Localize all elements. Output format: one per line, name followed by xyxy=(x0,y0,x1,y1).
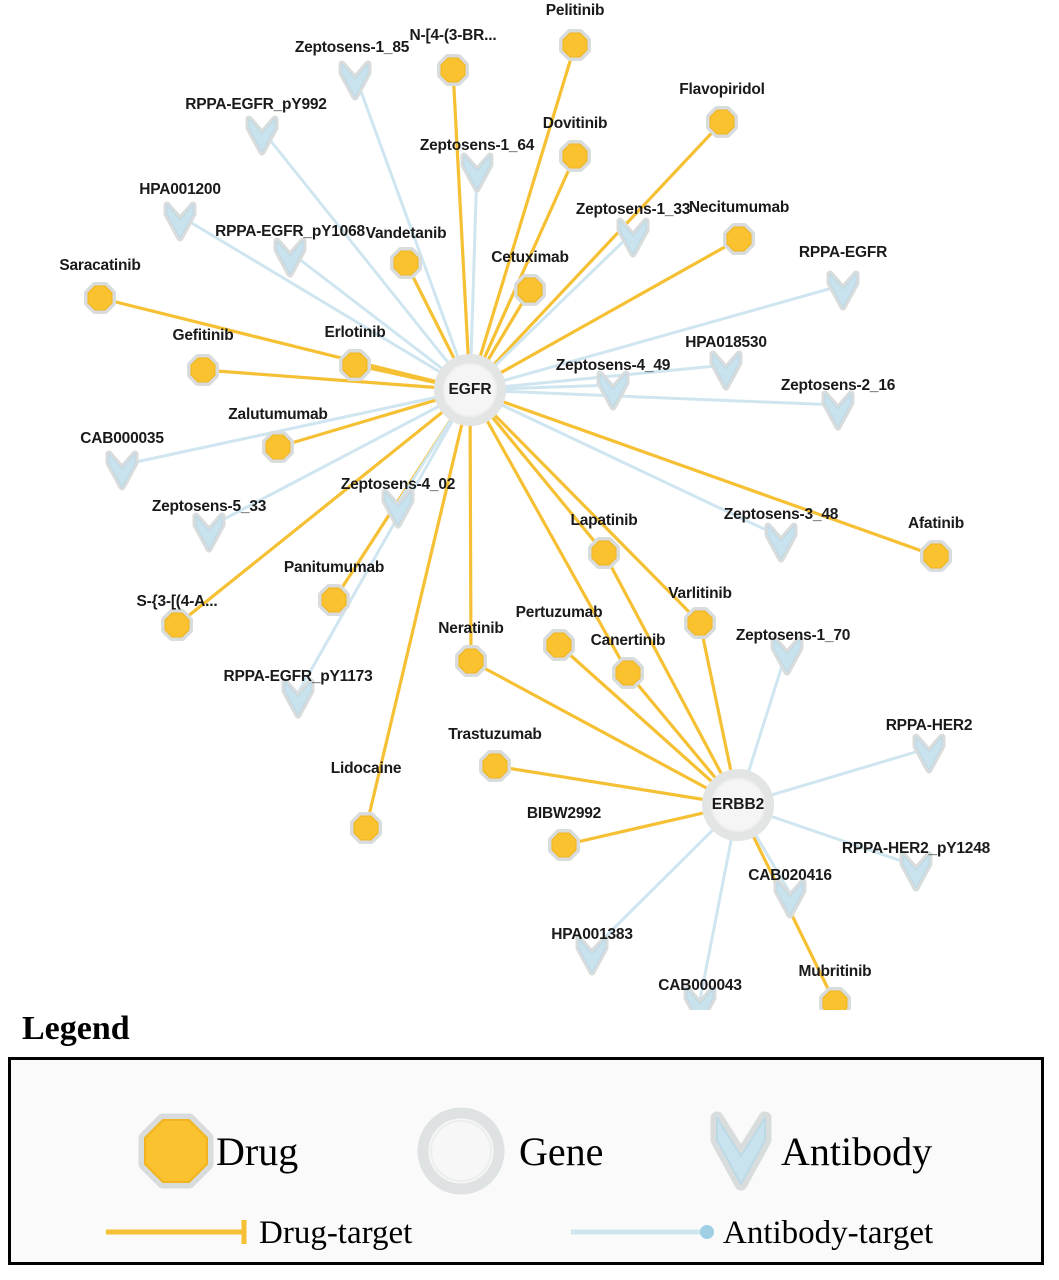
drug-node[interactable] xyxy=(483,754,507,778)
legend-title: Legend xyxy=(22,1010,130,1047)
drug-label: Flavopiridol xyxy=(679,81,765,98)
drug-node[interactable] xyxy=(266,435,290,459)
antibody-label: Zeptosens-5_33 xyxy=(151,498,267,515)
drug-node[interactable] xyxy=(563,33,587,57)
antibody-node[interactable] xyxy=(464,156,490,189)
drug-node[interactable] xyxy=(688,611,712,635)
drug-label: BIBW2992 xyxy=(526,805,602,822)
drug-node[interactable] xyxy=(441,58,465,82)
drug-node[interactable] xyxy=(394,251,418,275)
drug-node[interactable] xyxy=(924,544,948,568)
antibody-label: RPPA-EGFR_pY1173 xyxy=(223,668,373,685)
legend-drug-edge-icon xyxy=(106,1220,246,1244)
antibody-node[interactable] xyxy=(600,374,626,407)
antibody-node[interactable] xyxy=(768,526,794,559)
antibody-label: Zeptosens-4_49 xyxy=(555,357,671,374)
antibody-node[interactable] xyxy=(196,516,222,549)
antibody-label: Zeptosens-1_33 xyxy=(575,201,691,218)
drug-node[interactable] xyxy=(616,661,640,685)
antibody-label: Zeptosens-2_16 xyxy=(780,377,896,394)
antibody-label: CAB000043 xyxy=(658,977,742,994)
legend-label-gene: Gene xyxy=(519,1129,604,1174)
drug-label: Lidocaine xyxy=(330,760,402,777)
antibody-label: Zeptosens-4_02 xyxy=(340,476,456,493)
legend-antibody-edge-icon xyxy=(571,1225,714,1239)
antibody-node[interactable] xyxy=(777,882,803,915)
antibody-node[interactable] xyxy=(277,241,303,274)
drug-node[interactable] xyxy=(191,358,215,382)
drug-label: Necitumumab xyxy=(688,199,790,216)
antibody-label: HPA001200 xyxy=(139,181,221,198)
drug-node[interactable] xyxy=(354,816,378,840)
drug-label: Vandetanib xyxy=(365,225,447,242)
drug-node[interactable] xyxy=(322,588,346,612)
drug-node[interactable] xyxy=(727,227,751,251)
legend-box xyxy=(8,1057,1044,1265)
legend-label-antibody-target: Antibody-target xyxy=(723,1215,934,1251)
antibody-node[interactable] xyxy=(620,221,646,254)
drug-label: S-{3-[(4-A... xyxy=(136,593,218,610)
antibody-node[interactable] xyxy=(825,394,851,427)
legend xyxy=(0,1010,1059,1280)
antibody-label: RPPA-EGFR xyxy=(798,244,888,261)
antibody-label: RPPA-HER2_pY1248 xyxy=(841,840,991,857)
drug-label: Panitumumab xyxy=(283,559,385,576)
antibody-label: RPPA-EGFR_pY992 xyxy=(185,96,327,113)
antibody-label: RPPA-HER2 xyxy=(885,717,973,734)
drug-label: Zalutumumab xyxy=(228,406,328,423)
antibody-node[interactable] xyxy=(249,119,275,152)
drug-label: Lapatinib xyxy=(570,512,638,529)
antibody-node[interactable] xyxy=(385,492,411,525)
drug-label: Pertuzumab xyxy=(515,604,603,621)
antibody-node[interactable] xyxy=(830,274,856,307)
antibody-node[interactable] xyxy=(109,454,135,487)
drug-label: Varlitinib xyxy=(668,585,732,602)
legend-label-drug-target: Drug-target xyxy=(259,1215,413,1251)
antibody-label: CAB020416 xyxy=(748,867,832,884)
antibody-label: Zeptosens-1_85 xyxy=(294,39,410,56)
antibody-label: Zeptosens-1_64 xyxy=(419,137,535,154)
drug-node[interactable] xyxy=(823,991,847,1010)
drug-label: Neratinib xyxy=(438,620,504,637)
drug-label: Saracatinib xyxy=(59,257,141,274)
drug-node[interactable] xyxy=(518,278,542,302)
legend-label-antibody: Antibody xyxy=(781,1129,933,1174)
legend-drug-icon xyxy=(145,1120,207,1182)
drug-label: Erlotinib xyxy=(324,324,386,341)
antibody-label: Zeptosens-1_70 xyxy=(735,627,851,644)
drug-label: Gefitinib xyxy=(172,327,234,344)
drug-node[interactable] xyxy=(343,353,367,377)
legend-label-drug: Drug xyxy=(216,1129,299,1174)
antibody-node[interactable] xyxy=(903,855,929,888)
gene-label: EGFR xyxy=(448,381,492,398)
antibody-node[interactable] xyxy=(167,205,193,238)
antibody-node[interactable] xyxy=(342,64,368,97)
drug-node[interactable] xyxy=(552,833,576,857)
antibody-node[interactable] xyxy=(916,737,942,770)
antibody-label: Zeptosens-3_48 xyxy=(723,506,839,523)
drug-node[interactable] xyxy=(592,541,616,565)
drug-label: Cetuximab xyxy=(491,249,569,266)
drug-label: Canertinib xyxy=(590,632,666,649)
drug-label: Afatinib xyxy=(907,515,965,532)
antibody-label: HPA018530 xyxy=(685,334,767,351)
drug-label: Pelitinib xyxy=(545,2,605,19)
antibody-node[interactable] xyxy=(713,354,739,387)
antibody-label: RPPA-EGFR_pY1068 xyxy=(215,223,365,240)
drug-label: N-[4-(3-BR... xyxy=(409,27,497,44)
antibody-label: HPA001383 xyxy=(551,926,633,943)
antibody-label: CAB000035 xyxy=(80,430,164,447)
drug-node[interactable] xyxy=(88,286,112,310)
antibody-node[interactable] xyxy=(285,682,311,715)
legend-antibody-icon xyxy=(717,1118,765,1184)
drug-label: Dovitinib xyxy=(542,115,608,132)
legend-gene-icon xyxy=(423,1113,499,1189)
drug-label: Trastuzumab xyxy=(448,726,542,743)
drug-node[interactable] xyxy=(165,613,189,637)
drug-node[interactable] xyxy=(459,649,483,673)
gene-label: ERBB2 xyxy=(711,796,765,813)
drug-node[interactable] xyxy=(563,144,587,168)
drug-label: Mubritinib xyxy=(798,963,872,980)
drug-node[interactable] xyxy=(547,633,571,657)
drug-node[interactable] xyxy=(710,110,734,134)
